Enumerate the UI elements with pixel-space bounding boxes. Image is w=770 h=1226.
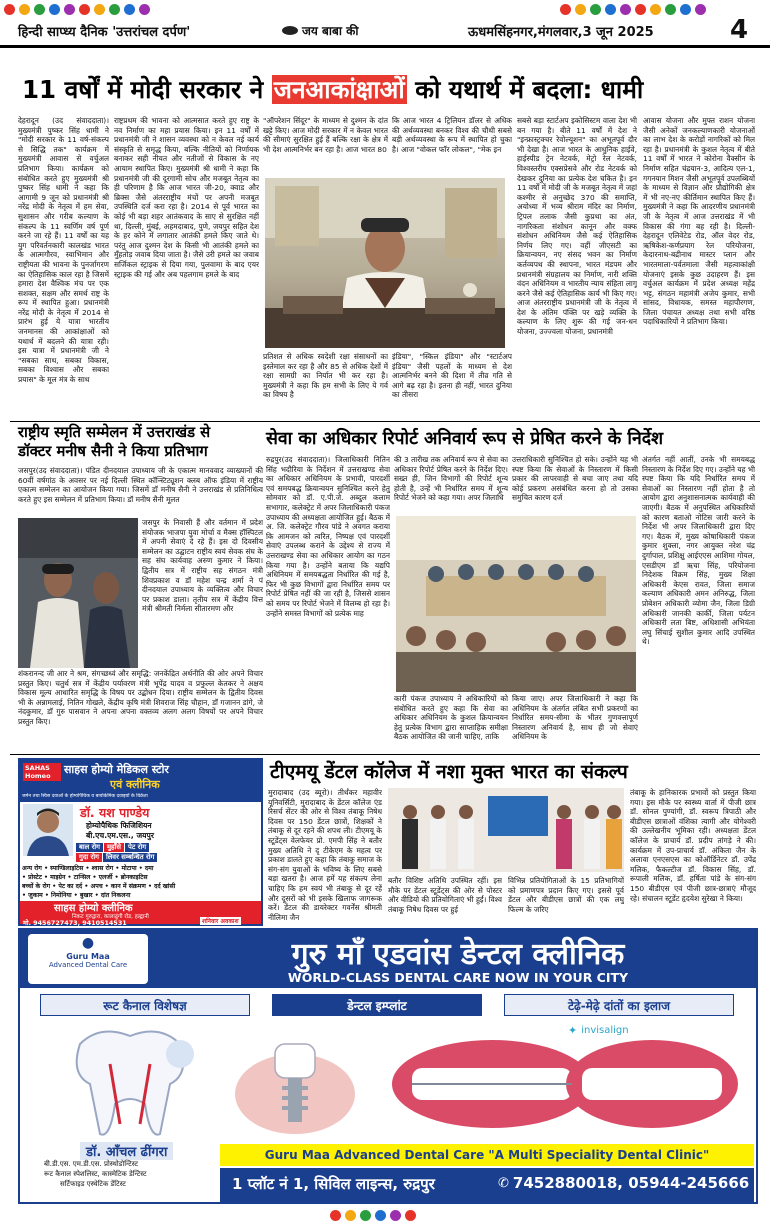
- story3-col-4: अंतर्गत नहीं आतीं, उनके भी समयबद्ध निस्तारण के निर्देश दिए गए। उन्होंने यह भी स्पष्ट किया कि यदि निर्धारित समय में सेवाओं का निस्तारण नहीं होता है तो आयोग द्वारा अनुशासनात्मक कार्यवाही की जाएगी। बैठक में अनुपस्थित अधिकारियों को कारण बताओ नोटिस जारी करने के निर्देश भी अपर जिलाधिकारी द्वारा दिए गए। बैठक में, मुख्य कोषाधिकारी पंकज कुमार शुक्ला, नगर आयुक्त नरेश चंद्र दुर्गापाल, प्रशिक्षु आईएएस आशिमा गोयल, एसडीएम डॉ ऋचा सिंह, परियोजना निदेशक विक्रम सिंह, मुख्य शिक्षा अधिकारी केएस रावत, जिला समाज कल्याण अधिकारी अमन अनिरुद्ध, जिला प्रोबेशन अधिकारी व्योमा जैन, जिला डिग्री अधिकारी जानकी कार्की, जिला पर्यटन अधिकारी लता बिष्ट, अधिशासी अभियंता लघु सिंचाई सुशील कुमार आदि उपस्थित थे।: [642, 455, 755, 647]
- color-dot: [345, 1210, 356, 1221]
- dental-title: गुरु माँ एडवांस डेन्टल क्लीनिक: [291, 937, 625, 972]
- homeo-title-2: एवं क्लीनिक: [110, 778, 160, 791]
- color-dot: [124, 4, 135, 15]
- color-dot: [680, 4, 691, 15]
- dateline: ऊधमसिंहनगर,मंगलवार,3 जून 2025: [468, 25, 654, 40]
- mid-rule: [10, 754, 760, 755]
- story3-col-3-top: उत्तराधिकारी सुनिश्चित हो सके। उन्होंने यह भी स्पष्ट किया कि सेवाओं के निस्तारण में किसी प्रकार की लापरवाही से बचा जाए तथा यदि कोई प्रकरण असंबंधित करना हो तो उसका समुचित कारण दर्ज: [512, 455, 638, 503]
- story3-col-3-bottom: किया जाए। अपर जिलाधिकारी ने कहा कि अधिनियम के अंतर्गत लंबित सभी प्रकरणों का निर्धारित समय-सीमा के भीतर गुणवत्तापूर्ण निस्तारण अनिवार्य है, साथ ही जो सेवाएं अधिनियम के: [512, 694, 638, 742]
- lead-photo: [265, 178, 505, 348]
- story4-col-1: मुरादाबाद (उद ब्यूरो)। तीर्थंकर महावीर यूनिवर्सिटी, मुरादाबाद के डेंटल कॉलेज एंड रिसर्च सेंटर की ओर से विश्व तंबाकू निषेध दिवस पर 150 डेंटल छात्रों, शिक्षकों ने तंबाकू से दूर रहने की शपथ ली। टीएमयू के स्टूडेंट्स वेलफेयर प्रो. एमपी सिंह ने बतौर मुख्य अतिथि ने दृ टीकेएम के महत्व पर प्रकाश डालते हुए कहा कि तंबाकू समाज के संग-संग युवाओं के भविष्य के लिए सबसे बड़ा खतरा है। आज हमें यह संकल्प लेना चाहिए कि हम स्वयं भी तंबाकू से दूर रहें और दूसरों को भी इसके खिलाफ जागरूक करें। डेंटल की डायरेक्टर गवर्नेंस श्रीमती नीलिमा जैन: [268, 788, 382, 922]
- page-number: 4: [730, 15, 749, 45]
- homeo-holiday: शनिवार अवकाश: [202, 918, 239, 925]
- color-dot: [405, 1210, 416, 1221]
- dental-implant-illustration: [220, 1024, 370, 1144]
- color-dot: [94, 4, 105, 15]
- story2-headline-line2: डॉक्टर मनीष सैनी ने किया प्रतिभाग: [18, 443, 208, 460]
- lead-col-3-bottom: प्रतिशत से अधिक स्वदेशी रक्षा संसाधनों का इस्तेमाल कर रहा है और 85 से अधिक देशों में रक्षा सामग्री का निर्यात भी कर रहा है। मुख्यमंत्री ने कहा कि हम सभी के लिए ये गर्व का विषय है: [263, 352, 388, 400]
- homeo-ad: [18, 758, 263, 926]
- invisalign-label: invisalign: [581, 1025, 629, 1036]
- dental-service-implant: डेन्टल इम्प्लांट: [272, 994, 482, 1016]
- story2-right-col: जसपुर के निवासी हैं और वर्तमान में प्रदेश संयोजक भाजपा युवा मोर्चा व मैक्स हॉस्पिटल में अपनी सेवाएं दे रहे हैं। इस दो दिवसीय सम्मेलन का उद्घाटन राष्ट्रीय स्वयं सेवक संघ के सह संघ कार्यवाह अरुण कुमार ने किया। द्वितीय सत्र में राष्ट्रीय सह संगठन मंत्री शिवप्रकाश व डॉ महेश चन्द्र शर्मा ने पं दीनदयाल उपाध्याय के व्यक्तित्व और विचार पर प्रकाश डाला। तृतीय सत्र में केंद्रीय वित्त मंत्री श्रीमती निर्मला सीतारमण और: [142, 518, 263, 614]
- color-dot: [620, 4, 631, 15]
- story2-bottom: शंकरानन्द जी आर ने श्रम, संगच्छध्वं और समृद्धि: जनकेंद्रित अर्थनीति की ओर अपने विचार प्रस्तुत किए। चतुर्थ सत्र में केंद्रीय पर्यावरण मंत्री भूपेंद्र यादव व प्रफुल्ल केतकर ने अक्षय विकास मूल्य आधारित समृद्धि के विषय पर उद्बोधन दिया। राष्ट्रीय सम्मेलन के द्वितीय दिवस भी के अन्नामलाई, नितिन गोखले, केंद्रीय कृषि मंत्री शिवराज सिंह चौहान, डॉ गजानन डांगे, जे नंदकुमार, डॉ गुरु पासवान ने अपना अपना वक्तव्य अलग अलग विषयों पर अपने विचार प्रस्तुत किए।: [18, 669, 263, 726]
- top-color-dots-right: [560, 4, 706, 15]
- story3-col-2-top: की 3 तारीख तक अनिवार्य रूप से सेवा का अधिकार रिपोर्ट प्रेषित करने के निर्देश दिए। सख्त ही, जिन विभागों की रिपोर्ट शून्य होती है, उन्हें भी निर्धारित समय में शून्य रिपोर्ट भेजने को कहा गया। अपर जिलाधि: [394, 455, 508, 503]
- homeo-title-1: साहस होम्यो मेडिकल स्टोर: [64, 763, 169, 776]
- dental-logo-line2: Advanced Dental Care: [48, 961, 128, 969]
- color-dot: [605, 4, 616, 15]
- dental-qual-3: सर्टिफाइड एस्थेटिक डेंटिस्ट: [60, 1180, 126, 1188]
- story3-photo: [396, 516, 636, 692]
- homeo-doctor: डॉ. यश पाण्डेय: [80, 805, 150, 820]
- homeo-doctor-photo: [23, 804, 73, 856]
- homeo-phone: मो. 9456727473, 9410514531: [23, 919, 127, 927]
- story4-col-3-bottom: विभिन्न प्रतियोगिताओं के 15 प्रतिभागियों को प्रमाणपत्र प्रदान किए गए। इससे पूर्व डेंटल और बीडीएस छात्रों की एक लघु फिल्म के जरिए: [508, 876, 624, 914]
- story4-col-4: तंबाकू के हानिकारक प्रभावों को प्रस्तुत किया गया। इस मौके पर स्वस्थ्य वार्ता में पीजी छात्र डॉ. सोनल पुण्यांगी, डॉ. स्वरूप त्रिपाठी और बीडीएस छात्राओं वंशिका त्यागी और योगेश्वरी की उल्लेखनीय भूमिका रही। अध्यक्षता डेंटल कॉलेज के प्राचार्य डॉ. प्रदीप तांगड़े ने की। कार्यक्रम में उप-प्राचार्य डॉ. अंकिता जैन के अलावा एनएसएस का कोऑर्डिनेटर डॉ. उपेंद्र मलिक, फैकल्टीज डॉ. विकास सिंह, डॉ. रूपाली मलिक, डॉ. हर्षिता पांडे के संग-संग 150 बीडीएस एवं पीजी छात्र-छात्राएं मौजूद रहे। संचालन स्टूडेंट हृदयेश सुरेखा ने किया।: [630, 788, 756, 903]
- color-dot: [650, 4, 661, 15]
- dental-doctor: डॉ. आँचल ढींगरा: [80, 1142, 173, 1160]
- homeo-list-4: • जुकाम • निमोनिया • बुखार • दांत निकलना: [22, 892, 131, 899]
- homeo-rog-2: मुहाँसे: [104, 843, 124, 852]
- bottom-color-dots: [330, 1210, 416, 1221]
- dental-phone-group: [498, 1174, 749, 1192]
- color-dot: [665, 4, 676, 15]
- slogan-icon: [282, 26, 298, 35]
- homeo-address: निकट गुरुद्वारा, कालाढूंगी रोड, हल्द्वानी: [72, 914, 149, 920]
- homeo-rog-3: पेट रोग: [125, 843, 149, 852]
- homeo-rog-1: बाल रोग: [76, 843, 103, 852]
- homeo-rog-4: गुदा रोग: [76, 853, 102, 862]
- homeo-rog-row-1: [76, 843, 149, 852]
- dental-qual-1: बी.डी.एस. एम.डी.एस. प्रोस्थोडोन्टिस्ट: [44, 1160, 139, 1168]
- color-dot: [575, 4, 586, 15]
- lead-col-6: आवास योजना और मुफ्त राशन योजना जैसी अनेकों जनकल्याणकारी योजनाओं का लाभ देश के करोड़ों नागरिकों को मिल रहा है। प्रधानमंत्री के कुशल नेतृत्व में बीते 11 वर्षों में भारत ने कोरोना वैक्सीन के निर्माण सहित चंद्रयान-3, आदित्य एल-1, गगनयान मिशन जैसी अभूतपूर्व उपलब्धियों के माध्यम से विज्ञान और प्रौद्योगिकी क्षेत्र में भी नए-नए कीर्तिमान स्थापित किए हैं। मुख्यमंत्री ने कहा कि आदरणीय प्रधानमंत्री जी के नेतृत्व में आज उत्तराखंड में भी विकास की गंगा बह रही है। दिल्ली-देहरादून एलिवेटेड रोड, ऑल वेदर रोड, ऋषिकेश-कर्णप्रयाग रेल परियोजना, केदारनाथ-बद्रीनाथ मास्टर प्लान और भारतमाला-पर्वतमाला जैसी महत्वाकांक्षी योजनाएं इसके कुछ उदाहरण हैं। इस वर्चुअल कार्यक्रम में प्रदेश अध्यक्ष महेंद्र भट्ट, संगठन महामंत्री अजेय कुमार, सभी सांसद, विधायक, समस्त महापौरगण, जिला पंचायत अध्यक्ष तथा सभी वरिष्ठ पदाधिकारियों ने प्रतिभाग किया।: [643, 116, 755, 327]
- dental-service-braces: टेढ़े-मेढ़े दांतों का इलाज: [504, 994, 734, 1016]
- top-color-dots-left: [4, 4, 150, 15]
- story4-photo: [388, 788, 624, 872]
- color-dot: [49, 4, 60, 15]
- color-dot: [635, 4, 646, 15]
- dental-banner: Guru Maa Advanced Dental Care "A Multi Speciality Dental Clinic": [220, 1144, 754, 1166]
- tooth-logo-icon: ●: [81, 935, 95, 951]
- homeo-list-1: अन्य रोग • स्पाण्डिलाइटिस • श्वास रोग • मोटापा • दमा: [22, 865, 154, 872]
- color-dot: [34, 4, 45, 15]
- homeo-qual-1: होम्योपैथिक फिजिशियन: [86, 821, 152, 830]
- color-dot: [109, 4, 120, 15]
- color-dot: [79, 4, 90, 15]
- color-dot: [390, 1210, 401, 1221]
- dental-services: [40, 994, 734, 1016]
- story3-col-1: रुद्रपुर(उद संवाददाता)। जिलाधिकारी नितिन सिंह भदौरिया के निर्देशन में उत्तराखण्ड सेवा का अधिकार अधिनियम के प्रभावी, पारदर्शी एवं समयबद्ध क्रियान्वयन सुनिश्चित करने हेतु सोमवार को डॉ. ए.पी.जे. अब्दुल कलाम सभागार, कलेक्ट्रेट में अपर जिलाधिकारी पंकज उपाध्याय की अध्यक्षता आयोजित हुई। बैठक में अ. जि. कलेक्ट्रेट गौरव पांडे ने अवगत कराया कि आमजन को त्वरित, निष्पक्ष एवं पारदर्शी सेवाएं उपलब्ध कराने के उद्देश्य से राज्य में उत्तराखण्ड सेवा का अधिकार आयोग का गठन किया गया है। उन्होंने बताया कि यद्यपि अधिनियम में समयबद्धता निर्धारित की गई है, फिर भी कुछ विभागों द्वारा निर्धारित समय पर रिपोर्ट प्रेषित नहीं की जा रही है, जिससे शासन को समय पर रिपोर्ट भेजने में विलम्ब हो रहा है। उन्होंने समस्त विभागों को प्रत्येक माह: [266, 455, 390, 618]
- story3-col-2-bottom: कारी पंकज उपाध्याय ने अधिकारियों को संबोधित करते हुए कहा कि सेवा का अधिकार अधिनियम के कुशल क्रियान्वयन हेतु प्रत्येक विभाग द्वारा साप्ताहिक समीक्षा बैठक आयोजित की जानी चाहिए, ताकि: [394, 694, 508, 742]
- homeo-brand-tag: SAHAS Homeo: [23, 763, 61, 781]
- lead-col-4-bottom: इंडिया", "स्किल इंडिया" और "स्टार्टअप इंडिया" जैसी पहलों के माध्यम से देश आत्मनिर्भर बनने की दिशा में तीव्र गति से आगे बढ़ रहा है। इतना ही नहीं, भारत दुनिया का तीसरा: [392, 352, 512, 400]
- lead-headline-mark: जनआकांक्षाओं: [273, 75, 405, 104]
- homeo-rog-5: लिवर सम्बन्धित रोग: [103, 853, 157, 862]
- story4-headline: टीएमयू डेंटल कॉलेज में नशा मुक्त भारत का संकल्प: [270, 760, 628, 783]
- lead-headline-pre: 11 वर्षों में मोदी सरकार ने: [22, 75, 272, 104]
- lead-headline-post: को यथार्थ में बदला: धामी: [406, 75, 644, 104]
- dental-address: 1 प्लॉट नं 1, सिविल लाइन्स, रुद्रपुर: [232, 1175, 435, 1193]
- homeo-qual-2: बी.एच.एम.एस., जयपुर: [86, 831, 154, 840]
- lead-headline: [22, 74, 643, 106]
- color-dot: [695, 4, 706, 15]
- story2-photo: [18, 518, 138, 668]
- color-dot: [64, 4, 75, 15]
- slogan: जय बाबा की: [302, 24, 359, 38]
- dental-logo: [28, 934, 148, 984]
- dental-phone: 7452880018, 05944-245666: [512, 1174, 750, 1192]
- homeo-list-3: बच्चों के रोग • पेट का दर्द • अपच • कान में संक्रमण • दर्द खांसी: [22, 883, 176, 890]
- color-dot: [590, 4, 601, 15]
- story4-col-2-bottom: बतौर विशिष्ट अतिथि उपस्थित रहीं। इस मौके पर डेंटल स्टूडेंट्स की ओर से पोस्टर और वीडियो की प्रतियोगिताएं भी हुईं। विश्व तंबाकू निषेध दिवस पर हुई: [388, 876, 502, 914]
- homeo-list-2: • प्रोस्टेट • माइग्रेन • टान्सिल • एलर्जी • ब्रोनकाइटिस: [22, 874, 148, 881]
- color-dot: [330, 1210, 341, 1221]
- phone-icon: ✆: [498, 1175, 509, 1191]
- lead-col-2: राष्ट्रप्रथम की भावना को आत्मसात करते हुए राष्ट्र के नव निर्माण का महा प्रयास किया। इन 11 वर्षों में प्रधानमंत्री जी ने शासन व्यवस्था को न केवल नई कार्य संस्कृति से समृद्ध किया, बल्कि नीतियों को निर्णायक बनाकर सही नीयत और नतीजों से विकास के नए आयाम स्थापित किए। मुख्यमंत्री श्री धामी ने कहा कि प्रधानमंत्री जी की दूरगामी सोच और मजबूत नेतृत्व का ही परिणाम है कि आज भारत जी-20, क्वाड और ब्रिक्स जैसे अंतरराष्ट्रीय मंचों पर अपनी मजबूत उपस्थिति दर्ज करा रहा है। 2014 से पूर्व भारत का कोई भी बड़ा शहर आतंकवाद के साए से सुरक्षित नहीं था, दिल्ली, मुंबई, अहमदाबाद, पुणे, जयपुर सहित देश के हर कोने में लगातार आतंकी हमले किए जाते थे। परंतु आज दुश्मन देश के किसी भी आतंकी हमले का मुँहतोड़ जवाब दिया जाता है। जैसे उरी हमले का जवाब सर्जिकल स्ट्राइक से दिया गया, पुलवामा के बाद एयर स्ट्राइक की गई और अब पहलगाम हमले के बाद: [114, 116, 259, 279]
- paper-name: हिन्दी साप्ध्य दैनिक 'उत्तरांचल दर्पण': [18, 25, 191, 40]
- lead-col-4-top: कि आज भारत 4 ट्रिलियन डॉलर से अधिक की अर्थव्यवस्था बनकर विश्व की चौथी सबसे बड़ी अर्थव्यवस्था के रूप में स्थापित हो चुका है। आज "वोकल फॉर लोकल", "मेक इन: [392, 116, 512, 154]
- lead-col-3-top: "ऑपरेशन सिंदूर" के माध्यम से दुश्मन के दांत खट्टे किए। आज मोदी सरकार में न केवल भारत की सीमाएं सुरक्षित हुई हैं बल्कि रक्षा के क्षेत्र में भी देश आत्मनिर्भर बन रहा है। आज भारत 80: [263, 116, 388, 154]
- story3-headline: सेवा का अधिकार रिपोर्ट अनिवार्य रूप से प्रेषित करने के निर्देश: [266, 429, 664, 449]
- story2-headline-line1: राष्ट्रीय स्मृति सम्मेलन में उत्तराखंड से: [18, 424, 211, 441]
- color-dot: [19, 4, 30, 15]
- masthead-rule: [0, 45, 770, 48]
- homeo-rog-row-2: [76, 853, 157, 862]
- dental-braces-illustration: [382, 1024, 742, 1144]
- dental-tooth-illustration: [50, 1024, 210, 1144]
- homeo-clinic: साहस होम्यो क्लीनिक: [54, 903, 133, 914]
- color-dot: [4, 4, 15, 15]
- invisalign-icon: ✦: [568, 1024, 578, 1037]
- color-dot: [139, 4, 150, 15]
- homeo-tagline: जर्मन तथा स्विस दवाओं के होम्योपैथिक व बायोकेमिक दवाइयों के विक्रेता: [22, 794, 148, 799]
- dental-service-root-canal: रूट कैनाल विशेषज्ञ: [40, 994, 250, 1016]
- color-dot: [360, 1210, 371, 1221]
- dental-logo-line1: Guru Maa: [66, 952, 110, 961]
- dental-invisalign: [568, 1024, 629, 1037]
- dental-subtitle: WORLD-CLASS DENTAL CARE NOW IN YOUR CITY: [287, 970, 629, 985]
- story2-headline: [18, 423, 263, 461]
- slogan-badge: [282, 22, 358, 39]
- color-dot: [375, 1210, 386, 1221]
- dental-qual-2: रूट कैनाल स्पेशलिस्ट, कास्मेटिक डेन्टिस्ट: [44, 1170, 147, 1178]
- lead-col-5: सबसे बड़ा स्टार्टअप इकोसिस्टम वाला देश भी बन गया है। बीते 11 वर्षों में देश ने "इन्फ्रास्ट्रक्चर रेवोल्यूशन" का अभूतपूर्व दौर भी देखा है। आज भारत के आधुनिक हाईवे, हाईस्पीड ट्रेन नेटवर्क, मेट्रो रेल नेटवर्क, विश्वस्तरीय एक्सप्रेसवे और रोड नेटवर्क को देखकर दुनिया का प्रत्येक देश चकित है। इन 11 वर्षों में मोदी जी के मजबूत नेतृत्व में जहां कश्मीर से अनुच्छेद 370 की समाप्ति, अयोध्या में भव्य श्रीराम मंदिर का निर्माण, ट्रिपल तलाक जैसी कुप्रथा का अंत, नागरिकता संशोधन कानून और वक्फ संशोधन अधिनियम जैसे कई ऐतिहासिक निर्णय लिए गए। वहीं जीएसटी का क्रियान्वयन, नए संसद भवन का निर्माण कर्तव्यपथ की स्थापना, भारत मंडपम और प्रधानमंत्री संग्रहालय का निर्माण, नारी शक्ति वंदन अधिनियम व भारतीय न्याय संहिता लागू करने जैसे कई ऐतिहासिक कार्य भी किए गए। आज अंतरराष्ट्रीय प्रधानमंत्री जी के नेतृत्व में देश के अंतिम पंक्ति पर खड़े व्यक्ति के कल्याण के लिए शुरू की गई जन-धन योजना, उज्ज्वला योजना, प्रधानमंत्री: [517, 116, 637, 337]
- lead-bottom-rule: [10, 421, 760, 422]
- story2-intro: जसपुर(उद संवाददाता)। पंडित दीनदयाल उपाध्याय जी के एकात्म मानववाद व्याख्यानों की 60वीं वर्षगांठ के अवसर पर नई दिल्ली स्थित कॉन्स्टिट्यूशन क्लब ऑफ इंडिया में राष्ट्रीय एकात्म सम्मेलन का आयोजन किया गया। जिसमें डॉ मनीष सैनी ने उत्तराखंड से प्रतिनिधित्व करते हुए इस सम्मेलन में प्रतिभाग किया। डॉ मनीष सैनी मूलत: [18, 466, 263, 504]
- lead-col-1: देहरादून (उद संवाददाता)। मुख्यमंत्री पुष्कर सिंह धामी ने "मोदी सरकार के 11 वर्ष-संकल्प से सिद्धि तक" कार्यक्रम में मुख्यमंत्री आवास से वर्चुअल प्रतिभाग किया। कार्यक्रम को संबोधित करते हुए मुख्यमंत्री श्री पुष्कर सिंह धामी ने कहा कि आगामी 9 जून को प्रधानमंत्री श्री नरेंद्र मोदी के नेतृत्व में हम सेवा, सुशासन और गरीब कल्याण के संकल्प के 11 स्वर्णिम वर्ष पूर्ण करने जा रहे हैं। 11 वर्षों का यह युग परिवर्तनकारी कालखंड भारत के आत्मगौरव, स्वाभिमान और राष्ट्रीयता की भावना के पुनर्जागरण का ऐतिहासिक काल रहा है जिसमें हमारा देश वैश्विक मंच पर एक सशक्त, सक्षम और समर्थ राष्ट्र के रूप में स्थापित हुआ। प्रधानमंत्री नरेंद्र मोदी के नेतृत्व में 2014 से प्रारंभ हुई ये यात्रा भारतीय जनमानस की आकांक्षाओं को यथार्थ में बदलने की यात्रा रही। इस यात्रा में प्रधानमंत्री जी ने "सबका साथ, सबका विकास, सबका विश्वास और सबका प्रयास" के मूल मंत्र के साथ: [18, 116, 109, 385]
- color-dot: [560, 4, 571, 15]
- dental-ad: [18, 928, 758, 1204]
